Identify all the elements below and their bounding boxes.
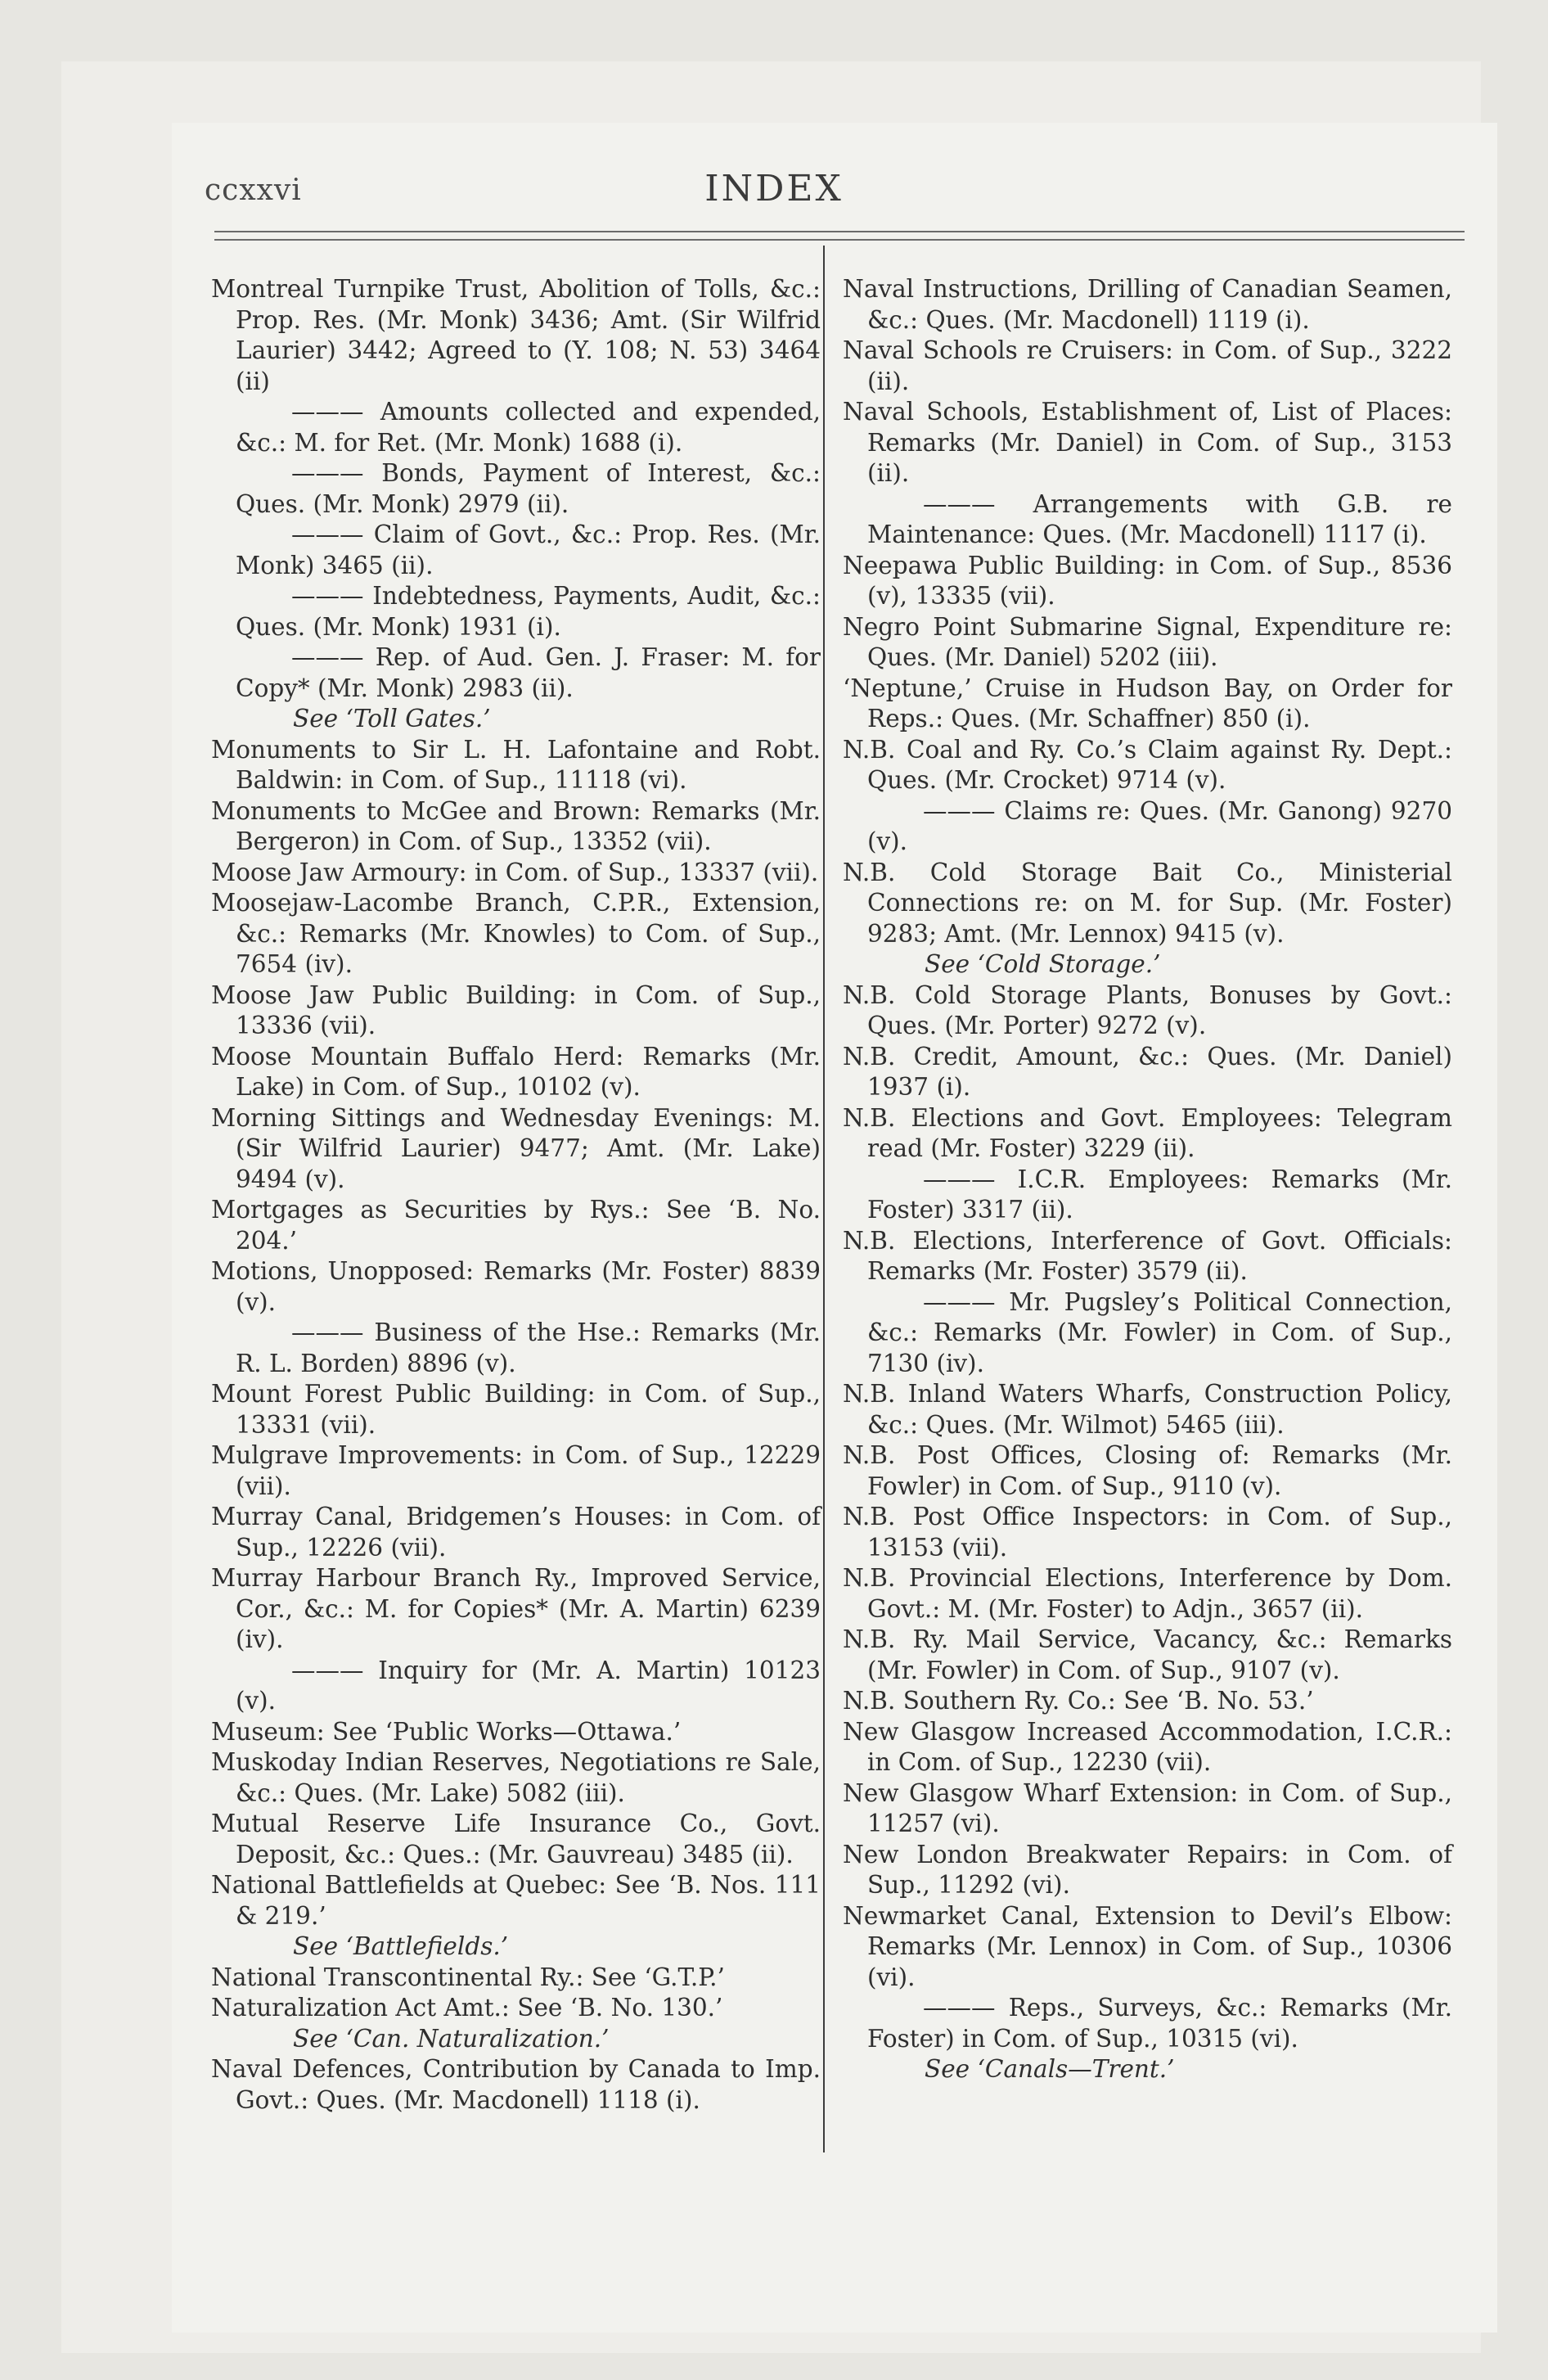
index-entry: Negro Point Submarine Signal, Expenditure re: Ques. (Mr. Daniel) 5202 (iii). (843, 612, 1452, 671)
index-entry: Mount Forest Public Building: in Com. of Sup., 13331 (vii). (211, 1380, 821, 1439)
index-entry: Naval Schools, Establishment of, List of Places: Remarks (Mr. Daniel) in Com. of Sup., 3153 (ii). (843, 398, 1452, 487)
index-subentry: ——— Bonds, Payment of Interest, &c.: Ques. (Mr. Monk) 2979 (ii). (236, 459, 821, 518)
header-rule-top (214, 231, 1465, 232)
cross-reference: See ‘Toll Gates.’ (293, 705, 491, 732)
page-number: ccxxvi (205, 174, 302, 207)
page-header (0, 0, 1548, 246)
index-entry: Montreal Turnpike Trust, Abolition of Tolls, &c.: Prop. Res. (Mr. Monk) 3436; Amt. (Sir Wilfrid Laurier) 3442; Agreed to (Y. 108; N. 53) 3464 (ii) (211, 275, 821, 395)
index-entry: Monuments to Sir L. H. Lafontaine and Robt. Baldwin: in Com. of Sup., 11118 (vi). (211, 735, 821, 794)
index-entry: National Transcontinental Ry.: See ‘G.T.P.’ (211, 1963, 725, 1991)
index-entry: New Glasgow Wharf Extension: in Com. of Sup., 11257 (vi). (843, 1778, 1452, 1837)
index-entry: Moose Mountain Buffalo Herd: Remarks (Mr. Lake) in Com. of Sup., 10102 (v). (211, 1042, 821, 1101)
index-entry: Mortgages as Securities by Rys.: See ‘B. No. 204.’ (211, 1196, 821, 1255)
header-rule-bottom (214, 239, 1465, 241)
index-subentry: ——— Arrangements with G.B. re Maintenance: Ques. (Mr. Macdonell) 1117 (i). (867, 489, 1452, 548)
cross-reference: See ‘Cold Storage.’ (925, 950, 1161, 978)
index-entry: ‘Neptune,’ Cruise in Hudson Bay, on Order for Reps.: Ques. (Mr. Schaffner) 850 (i). (843, 674, 1452, 732)
index-entry: Morning Sittings and Wednesday Evenings: M. (Sir Wilfrid Laurier) 9477; Amt. (Mr. Lake) 9494 (v). (211, 1103, 821, 1193)
index-entry: N.B. Cold Storage Plants, Bonuses by Govt.: Ques. (Mr. Porter) 9272 (v). (843, 980, 1452, 1039)
index-entry: New London Breakwater Repairs: in Com. of Sup., 11292 (vi). (843, 1840, 1452, 1899)
index-entry: N.B. Coal and Ry. Co.’s Claim against Ry. Dept.: Ques. (Mr. Crocket) 9714 (v). (843, 735, 1452, 794)
index-column-right (843, 274, 1452, 2085)
index-subentry: ——— Amounts collected and expended, &c.: M. for Ret. (Mr. Monk) 1688 (i). (236, 398, 821, 457)
index-entry: Neepawa Public Building: in Com. of Sup., 8536 (v), 13335 (vii). (843, 551, 1452, 610)
index-subentry: ——— Business of the Hse.: Remarks (Mr. R. L. Borden) 8896 (v). (236, 1318, 821, 1377)
index-entry: Newmarket Canal, Extension to Devil’s Elbow: Remarks (Mr. Lennox) in Com. of Sup., 10306 (vi). (843, 1901, 1452, 1991)
index-entry: N.B. Southern Ry. Co.: See ‘B. No. 53.’ (843, 1687, 1314, 1715)
index-subentry: ——— Claim of Govt., &c.: Prop. Res. (Mr. Monk) 3465 (ii). (236, 521, 821, 579)
index-subentry: ——— Indebtedness, Payments, Audit, &c.: Ques. (Mr. Monk) 1931 (i). (236, 582, 821, 641)
index-subentry: ——— Mr. Pugsley’s Political Connection, &c.: Remarks (Mr. Fowler) in Com. of Sup., 7130 (iv). (867, 1287, 1452, 1377)
index-column-left (211, 274, 821, 2116)
index-entry: N.B. Elections, Interference of Govt. Officials: Remarks (Mr. Foster) 3579 (ii). (843, 1226, 1452, 1285)
index-subentry: ——— Rep. of Aud. Gen. J. Fraser: M. for Copy* (Mr. Monk) 2983 (ii). (236, 643, 821, 702)
index-entry: Monuments to McGee and Brown: Remarks (Mr. Bergeron) in Com. of Sup., 13352 (vii). (211, 796, 821, 855)
cross-reference: See ‘Battlefields.’ (293, 1932, 509, 1960)
index-entry: N.B. Cold Storage Bait Co., Ministerial Connections re: on M. for Sup. (Mr. Foster) 9283; Amt. (Mr. Lennox) 9415 (v). (843, 858, 1452, 948)
index-subentry: ——— I.C.R. Employees: Remarks (Mr. Foster) 3317 (ii). (867, 1165, 1452, 1224)
index-entry: Murray Canal, Bridgemen’s Houses: in Com. of Sup., 12226 (vii). (211, 1503, 821, 1562)
index-entry: N.B. Elections and Govt. Employees: Telegram read (Mr. Foster) 3229 (ii). (843, 1103, 1452, 1162)
index-entry: Moosejaw-Lacombe Branch, C.P.R., Extension, &c.: Remarks (Mr. Knowles) to Com. of Sup., 7654 (iv). (211, 889, 821, 978)
index-subentry: ——— Reps., Surveys, &c.: Remarks (Mr. Foster) in Com. of Sup., 10315 (vi). (867, 1994, 1452, 2053)
index-entry: Moose Jaw Armoury: in Com. of Sup., 13337 (vii). (211, 858, 819, 886)
index-entry: Murray Harbour Branch Ry., Improved Service, Cor., &c.: M. for Copies* (Mr. A. Martin) 6239 (iv). (211, 1564, 821, 1653)
index-entry: Motions, Unopposed: Remarks (Mr. Foster) 8839 (v). (211, 1257, 821, 1316)
index-entry: Muskoday Indian Reserves, Negotiations re Sale, &c.: Ques. (Mr. Lake) 5082 (iii). (211, 1748, 821, 1807)
index-entry: N.B. Inland Waters Wharfs, Construction Policy, &c.: Ques. (Mr. Wilmot) 5465 (iii). (843, 1380, 1452, 1439)
column-divider (823, 246, 825, 2152)
index-entry: Naval Schools re Cruisers: in Com. of Sup., 3222 (ii). (843, 336, 1452, 395)
index-entry: N.B. Provincial Elections, Interference by Dom. Govt.: M. (Mr. Foster) to Adjn., 3657 (ii). (843, 1564, 1452, 1623)
index-entry: Naturalization Act Amt.: See ‘B. No. 130.’ (211, 1994, 723, 2022)
index-entry: Naval Instructions, Drilling of Canadian Seamen, &c.: Ques. (Mr. Macdonell) 1119 (i). (843, 275, 1452, 334)
index-entry: N.B. Credit, Amount, &c.: Ques. (Mr. Daniel) 1937 (i). (843, 1042, 1452, 1101)
index-entry: Naval Defences, Contribution by Canada to Imp. Govt.: Ques. (Mr. Macdonell) 1118 (i). (211, 2055, 821, 2114)
cross-reference: See ‘Canals—Trent.’ (925, 2055, 1175, 2083)
index-subentry: ——— Claims re: Ques. (Mr. Ganong) 9270 (v). (867, 796, 1452, 855)
index-entry: N.B. Ry. Mail Service, Vacancy, &c.: Remarks (Mr. Fowler) in Com. of Sup., 9107 (v). (843, 1625, 1452, 1684)
index-entry: N.B. Post Offices, Closing of: Remarks (Mr. Fowler) in Com. of Sup., 9110 (v). (843, 1441, 1452, 1500)
index-entry: N.B. Post Office Inspectors: in Com. of Sup., 13153 (vii). (843, 1503, 1452, 1562)
index-entry: National Battlefields at Quebec: See ‘B. Nos. 111 & 219.’ (211, 1871, 821, 1930)
index-entry: New Glasgow Increased Accommodation, I.C.R.: in Com. of Sup., 12230 (vii). (843, 1717, 1452, 1776)
cross-reference: See ‘Can. Naturalization.’ (293, 2024, 610, 2053)
index-entry: Moose Jaw Public Building: in Com. of Sup., 13336 (vii). (211, 980, 821, 1039)
index-subentry: ——— Inquiry for (Mr. A. Martin) 10123 (v). (236, 1656, 821, 1715)
index-entry: Mulgrave Improvements: in Com. of Sup., 12229 (vii). (211, 1441, 821, 1500)
index-entry: Museum: See ‘Public Works—Ottawa.’ (211, 1717, 682, 1746)
page-title: INDEX (704, 168, 844, 210)
index-entry: Mutual Reserve Life Insurance Co., Govt. Deposit, &c.: Ques.: (Mr. Gauvreau) 3485 (ii). (211, 1810, 821, 1868)
